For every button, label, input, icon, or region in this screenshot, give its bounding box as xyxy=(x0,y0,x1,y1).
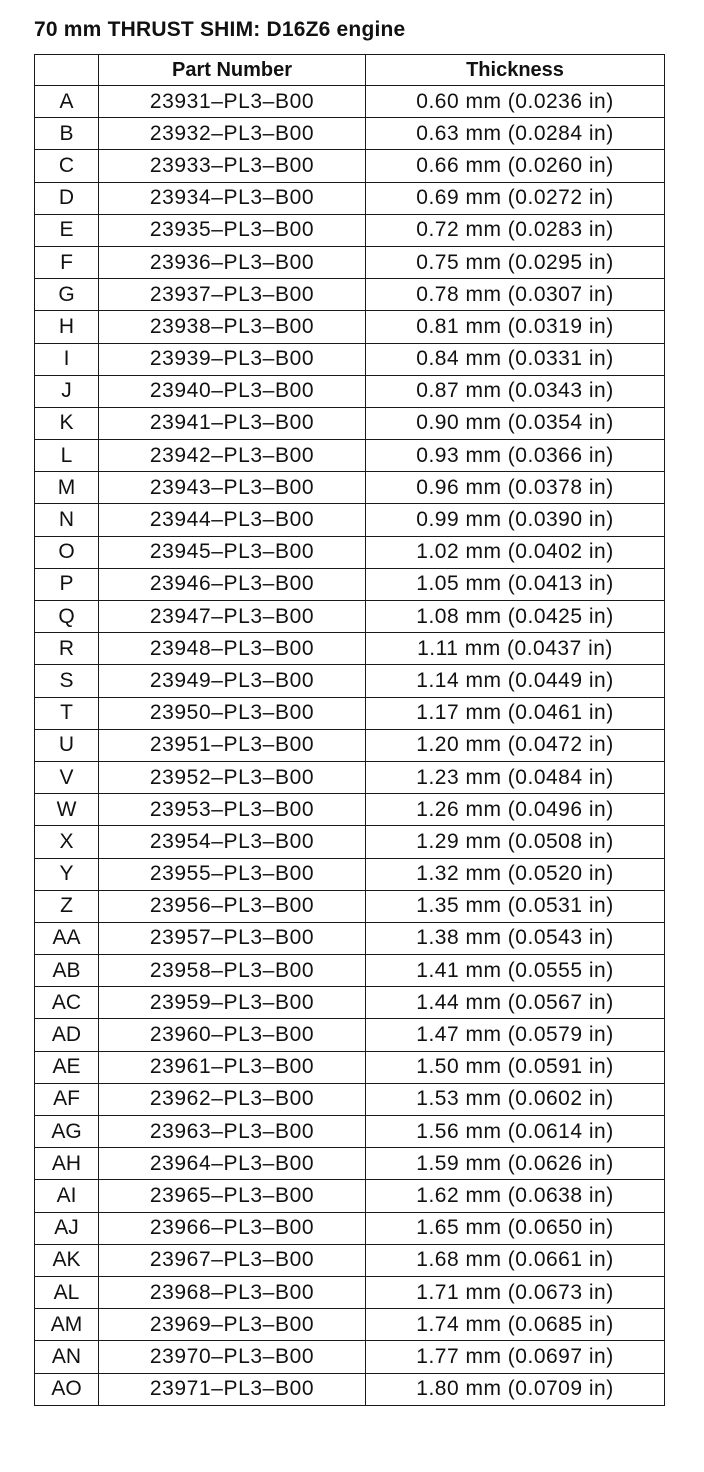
thickness-cell: 1.50 mm (0.0591 in) xyxy=(366,1051,665,1083)
thickness-cell: 0.84 mm (0.0331 in) xyxy=(366,343,665,375)
table-row xyxy=(35,375,665,407)
header-part-number: Part Number xyxy=(99,55,366,86)
thickness-cell: 1.02 mm (0.0402 in) xyxy=(366,536,665,568)
part-number-cell: 23932–PL3–B00 xyxy=(99,118,366,150)
header-row xyxy=(35,55,665,86)
part-number-cell: 23958–PL3–B00 xyxy=(99,955,366,987)
table-row xyxy=(35,1019,665,1051)
part-number-cell: 23939–PL3–B00 xyxy=(99,343,366,375)
thickness-cell: 0.93 mm (0.0366 in) xyxy=(366,440,665,472)
thickness-cell: 1.11 mm (0.0437 in) xyxy=(366,633,665,665)
table-row xyxy=(35,922,665,954)
part-number-cell: 23960–PL3–B00 xyxy=(99,1019,366,1051)
table-row xyxy=(35,279,665,311)
table-row xyxy=(35,1051,665,1083)
shim-code-cell: F xyxy=(35,246,99,278)
shim-code-cell: AK xyxy=(35,1244,99,1276)
shim-code-cell: AI xyxy=(35,1180,99,1212)
table-row xyxy=(35,1212,665,1244)
shim-code-cell: E xyxy=(35,214,99,246)
table-row xyxy=(35,761,665,793)
table-row xyxy=(35,826,665,858)
shim-code-cell: I xyxy=(35,343,99,375)
shim-code-cell: P xyxy=(35,568,99,600)
table-row xyxy=(35,1148,665,1180)
part-number-cell: 23945–PL3–B00 xyxy=(99,536,366,568)
part-number-cell: 23965–PL3–B00 xyxy=(99,1180,366,1212)
table-row xyxy=(35,343,665,375)
shim-code-cell: N xyxy=(35,504,99,536)
shim-code-cell: AB xyxy=(35,955,99,987)
shim-code-cell: V xyxy=(35,761,99,793)
table-row xyxy=(35,1309,665,1341)
part-number-cell: 23952–PL3–B00 xyxy=(99,761,366,793)
table-row xyxy=(35,86,665,118)
shim-code-cell: O xyxy=(35,536,99,568)
table-row xyxy=(35,1116,665,1148)
shim-code-cell: M xyxy=(35,472,99,504)
part-number-cell: 23943–PL3–B00 xyxy=(99,472,366,504)
shim-code-cell: X xyxy=(35,826,99,858)
thickness-cell: 1.08 mm (0.0425 in) xyxy=(366,601,665,633)
header-code xyxy=(35,55,99,86)
part-number-cell: 23951–PL3–B00 xyxy=(99,729,366,761)
shim-code-cell: Z xyxy=(35,890,99,922)
thickness-cell: 0.66 mm (0.0260 in) xyxy=(366,150,665,182)
thickness-cell: 0.60 mm (0.0236 in) xyxy=(366,86,665,118)
thickness-cell: 1.65 mm (0.0650 in) xyxy=(366,1212,665,1244)
thickness-cell: 1.35 mm (0.0531 in) xyxy=(366,890,665,922)
thickness-cell: 1.71 mm (0.0673 in) xyxy=(366,1276,665,1308)
table-row xyxy=(35,150,665,182)
table-row xyxy=(35,633,665,665)
shim-code-cell: U xyxy=(35,729,99,761)
thickness-cell: 0.96 mm (0.0378 in) xyxy=(366,472,665,504)
table-row xyxy=(35,1083,665,1115)
part-number-cell: 23940–PL3–B00 xyxy=(99,375,366,407)
shim-code-cell: Q xyxy=(35,601,99,633)
shim-code-cell: J xyxy=(35,375,99,407)
part-number-cell: 23963–PL3–B00 xyxy=(99,1116,366,1148)
shim-code-cell: AG xyxy=(35,1116,99,1148)
thickness-cell: 0.75 mm (0.0295 in) xyxy=(366,246,665,278)
table-row xyxy=(35,246,665,278)
thickness-cell: 1.77 mm (0.0697 in) xyxy=(366,1341,665,1373)
thickness-cell: 1.47 mm (0.0579 in) xyxy=(366,1019,665,1051)
part-number-cell: 23957–PL3–B00 xyxy=(99,922,366,954)
shim-code-cell: AA xyxy=(35,922,99,954)
shim-code-cell: T xyxy=(35,697,99,729)
shim-code-cell: B xyxy=(35,118,99,150)
thickness-cell: 1.53 mm (0.0602 in) xyxy=(366,1083,665,1115)
shim-code-cell: AF xyxy=(35,1083,99,1115)
page-title: 70 mm THRUST SHIM: D16Z6 engine xyxy=(34,18,406,41)
thickness-cell: 1.80 mm (0.0709 in) xyxy=(366,1373,665,1405)
thickness-cell: 0.81 mm (0.0319 in) xyxy=(366,311,665,343)
part-number-cell: 23964–PL3–B00 xyxy=(99,1148,366,1180)
shim-code-cell: AO xyxy=(35,1373,99,1405)
thickness-cell: 1.05 mm (0.0413 in) xyxy=(366,568,665,600)
table-row xyxy=(35,568,665,600)
part-number-cell: 23933–PL3–B00 xyxy=(99,150,366,182)
table-row xyxy=(35,729,665,761)
thickness-cell: 1.32 mm (0.0520 in) xyxy=(366,858,665,890)
shim-code-cell: L xyxy=(35,440,99,472)
table-row xyxy=(35,1180,665,1212)
thickness-cell: 1.62 mm (0.0638 in) xyxy=(366,1180,665,1212)
table-row xyxy=(35,1373,665,1405)
table-row xyxy=(35,1276,665,1308)
part-number-cell: 23936–PL3–B00 xyxy=(99,246,366,278)
table-row xyxy=(35,407,665,439)
part-number-cell: 23942–PL3–B00 xyxy=(99,440,366,472)
table-row xyxy=(35,794,665,826)
part-number-cell: 23950–PL3–B00 xyxy=(99,697,366,729)
table-row xyxy=(35,472,665,504)
thickness-cell: 1.23 mm (0.0484 in) xyxy=(366,761,665,793)
part-number-cell: 23968–PL3–B00 xyxy=(99,1276,366,1308)
table-row xyxy=(35,1341,665,1373)
thickness-cell: 1.56 mm (0.0614 in) xyxy=(366,1116,665,1148)
shim-code-cell: AC xyxy=(35,987,99,1019)
thickness-cell: 1.68 mm (0.0661 in) xyxy=(366,1244,665,1276)
thickness-cell: 0.78 mm (0.0307 in) xyxy=(366,279,665,311)
shim-code-cell: Y xyxy=(35,858,99,890)
thickness-cell: 1.17 mm (0.0461 in) xyxy=(366,697,665,729)
table-row xyxy=(35,858,665,890)
thickness-cell: 0.90 mm (0.0354 in) xyxy=(366,407,665,439)
shim-code-cell: AE xyxy=(35,1051,99,1083)
part-number-cell: 23956–PL3–B00 xyxy=(99,890,366,922)
part-number-cell: 23931–PL3–B00 xyxy=(99,86,366,118)
part-number-cell: 23946–PL3–B00 xyxy=(99,568,366,600)
part-number-cell: 23935–PL3–B00 xyxy=(99,214,366,246)
thickness-cell: 0.63 mm (0.0284 in) xyxy=(366,118,665,150)
shim-code-cell: H xyxy=(35,311,99,343)
thickness-cell: 1.74 mm (0.0685 in) xyxy=(366,1309,665,1341)
part-number-cell: 23959–PL3–B00 xyxy=(99,987,366,1019)
part-number-cell: 23944–PL3–B00 xyxy=(99,504,366,536)
table-row xyxy=(35,182,665,214)
part-number-cell: 23948–PL3–B00 xyxy=(99,633,366,665)
table-header xyxy=(35,55,665,86)
part-number-cell: 23969–PL3–B00 xyxy=(99,1309,366,1341)
thickness-cell: 1.59 mm (0.0626 in) xyxy=(366,1148,665,1180)
shim-code-cell: S xyxy=(35,665,99,697)
shim-code-cell: AD xyxy=(35,1019,99,1051)
thickness-cell: 0.99 mm (0.0390 in) xyxy=(366,504,665,536)
part-number-cell: 23966–PL3–B00 xyxy=(99,1212,366,1244)
shim-code-cell: W xyxy=(35,794,99,826)
part-number-cell: 23947–PL3–B00 xyxy=(99,601,366,633)
table-row xyxy=(35,1244,665,1276)
part-number-cell: 23961–PL3–B00 xyxy=(99,1051,366,1083)
part-number-cell: 23962–PL3–B00 xyxy=(99,1083,366,1115)
thickness-cell: 1.44 mm (0.0567 in) xyxy=(366,987,665,1019)
shim-code-cell: C xyxy=(35,150,99,182)
shim-code-cell: AJ xyxy=(35,1212,99,1244)
table-row xyxy=(35,987,665,1019)
shim-code-cell: G xyxy=(35,279,99,311)
table-row xyxy=(35,504,665,536)
part-number-cell: 23971–PL3–B00 xyxy=(99,1373,366,1405)
thickness-cell: 1.38 mm (0.0543 in) xyxy=(366,922,665,954)
part-number-cell: 23955–PL3–B00 xyxy=(99,858,366,890)
header-thickness: Thickness xyxy=(366,55,665,86)
thickness-cell: 0.72 mm (0.0283 in) xyxy=(366,214,665,246)
part-number-cell: 23954–PL3–B00 xyxy=(99,826,366,858)
thickness-cell: 1.29 mm (0.0508 in) xyxy=(366,826,665,858)
table-row xyxy=(35,536,665,568)
part-number-cell: 23934–PL3–B00 xyxy=(99,182,366,214)
shim-code-cell: K xyxy=(35,407,99,439)
table-row xyxy=(35,890,665,922)
shim-code-cell: A xyxy=(35,86,99,118)
part-number-cell: 23967–PL3–B00 xyxy=(99,1244,366,1276)
part-number-cell: 23949–PL3–B00 xyxy=(99,665,366,697)
thickness-cell: 0.87 mm (0.0343 in) xyxy=(366,375,665,407)
table-row xyxy=(35,955,665,987)
part-number-cell: 23970–PL3–B00 xyxy=(99,1341,366,1373)
part-number-cell: 23953–PL3–B00 xyxy=(99,794,366,826)
thickness-cell: 1.26 mm (0.0496 in) xyxy=(366,794,665,826)
table-row xyxy=(35,311,665,343)
table-row xyxy=(35,697,665,729)
table-row xyxy=(35,440,665,472)
table-row xyxy=(35,214,665,246)
table-row xyxy=(35,118,665,150)
thickness-cell: 0.69 mm (0.0272 in) xyxy=(366,182,665,214)
shim-code-cell: AM xyxy=(35,1309,99,1341)
thrust-shim-table xyxy=(34,54,665,1406)
table-row xyxy=(35,601,665,633)
shim-code-cell: D xyxy=(35,182,99,214)
thickness-cell: 1.20 mm (0.0472 in) xyxy=(366,729,665,761)
part-number-cell: 23941–PL3–B00 xyxy=(99,407,366,439)
shim-code-cell: R xyxy=(35,633,99,665)
part-number-cell: 23938–PL3–B00 xyxy=(99,311,366,343)
thickness-cell: 1.41 mm (0.0555 in) xyxy=(366,955,665,987)
shim-code-cell: AH xyxy=(35,1148,99,1180)
part-number-cell: 23937–PL3–B00 xyxy=(99,279,366,311)
table-row xyxy=(35,665,665,697)
shim-code-cell: AL xyxy=(35,1276,99,1308)
thickness-cell: 1.14 mm (0.0449 in) xyxy=(366,665,665,697)
table-body xyxy=(35,86,665,1406)
shim-code-cell: AN xyxy=(35,1341,99,1373)
